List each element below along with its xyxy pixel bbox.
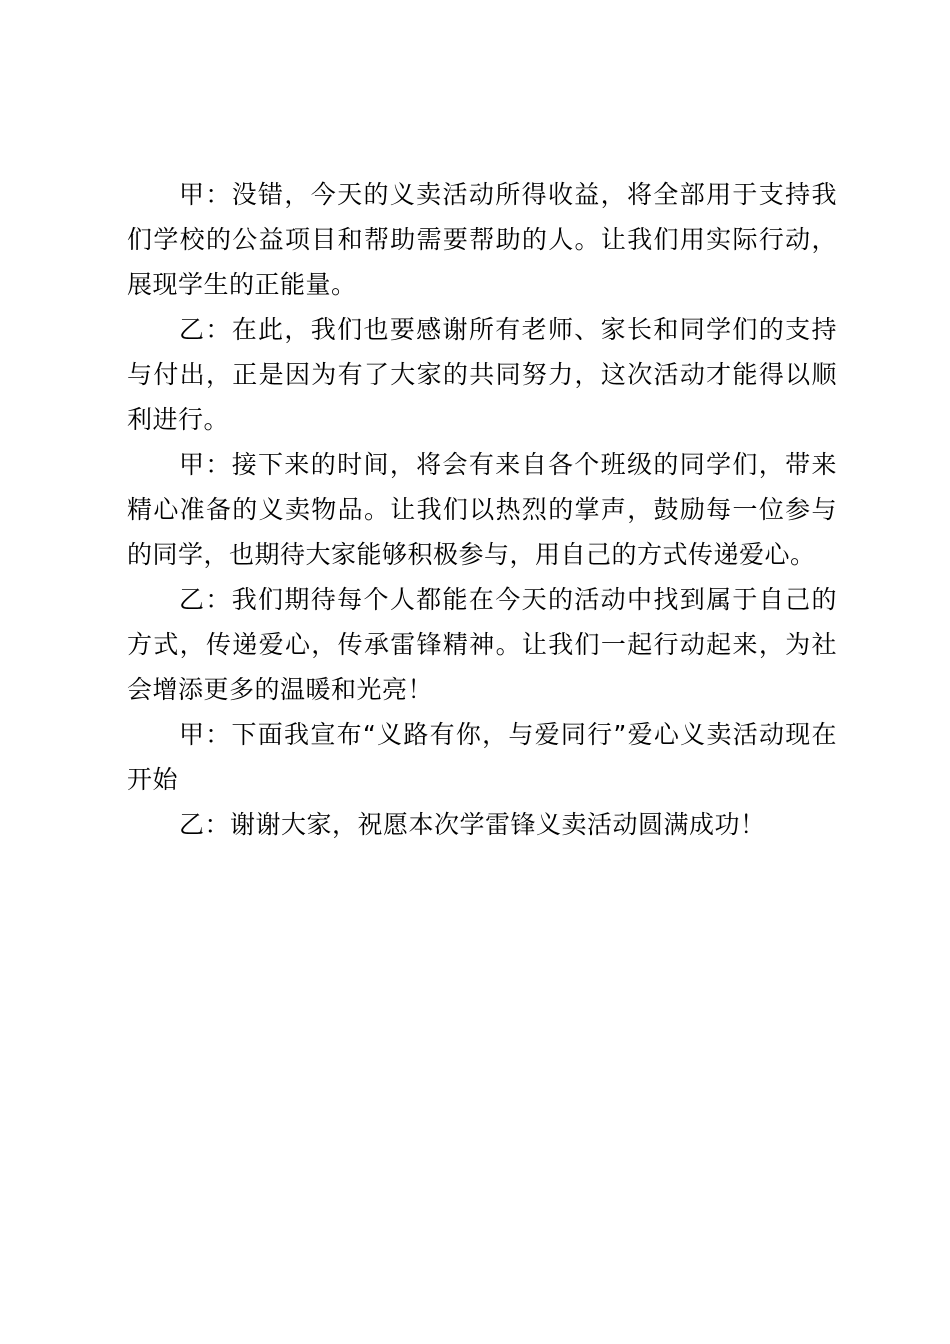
paragraph-3: 甲：接下来的时间，将会有来自各个班级的同学们，带来精心准备的义卖物品。让我们以热烈的掌声，鼓励每一位参与的同学，也期待大家能够积极参与，用自己的方式传递爱心。 [127,450,837,569]
paragraph-4: 乙：我们期待每个人都能在今天的活动中找到属于自己的方式，传递爱心，传承雷锋精神。让我们一起行动起来，为社会增添更多的温暖和光亮！ [127,585,837,704]
paragraph-2: 乙：在此，我们也要感谢所有老师、家长和同学们的支持与付出，正是因为有了大家的共同努力，这次活动才能得以顺利进行。 [127,315,837,434]
document-body [127,172,837,847]
paragraph-6: 乙：谢谢大家，祝愿本次学雷锋义卖活动圆满成功！ [179,810,766,839]
paragraph-5: 甲：下面我宣布“义路有你，与爱同行”爱心义卖活动现在开始 [127,720,837,794]
paragraph-1: 甲：没错，今天的义卖活动所得收益，将全部用于支持我们学校的公益项目和帮助需要帮助的人。让我们用实际行动，展现学生的正能量。 [127,180,837,299]
